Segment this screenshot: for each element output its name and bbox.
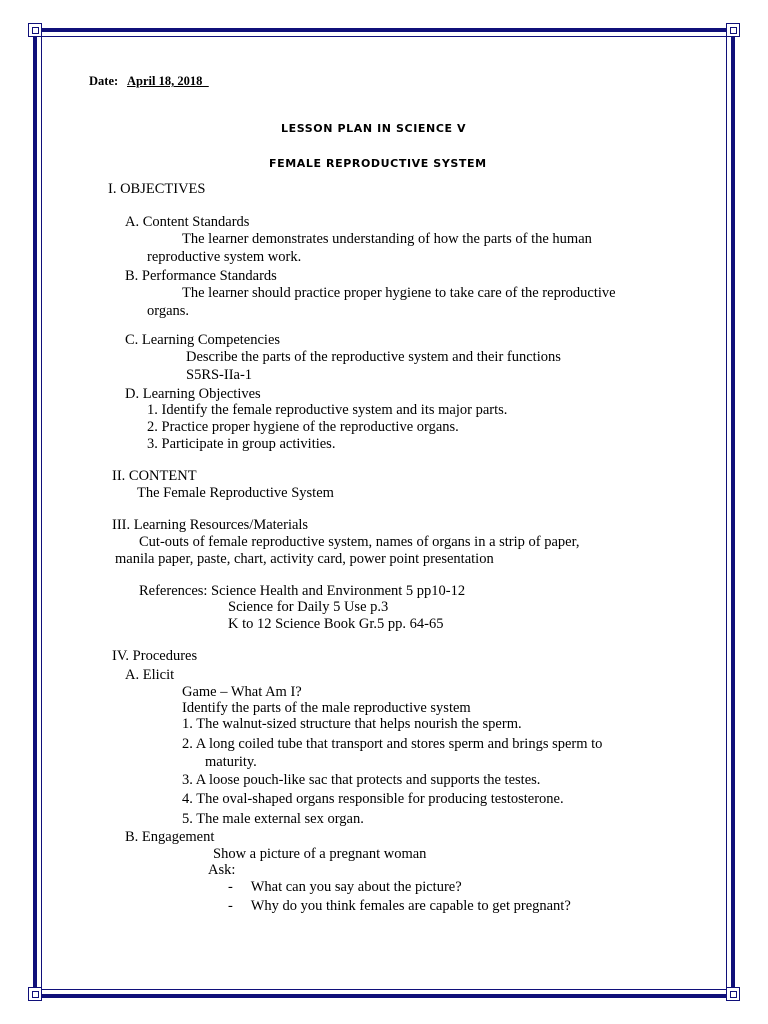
engagement-ask: Ask:	[208, 862, 236, 878]
content-standards-heading: A. Content Standards	[125, 214, 250, 230]
border-corner-bottom-left	[28, 987, 42, 1001]
page-title: LESSON PLAN IN SCIENCE V	[281, 122, 467, 135]
game-title: Game – What Am I?	[182, 684, 302, 700]
engagement-show: Show a picture of a pregnant woman	[213, 846, 427, 862]
engagement-heading: B. Engagement	[125, 829, 215, 845]
learning-objective-item: 2. Practice proper hygiene of the reproductive organs.	[147, 419, 459, 435]
learning-competencies-heading: C. Learning Competencies	[125, 332, 281, 348]
performance-standards-text-1: The learner should practice proper hygiene to take care of the reproductive	[182, 285, 616, 301]
elicit-item: 5. The male external sex organ.	[182, 811, 364, 827]
learning-objective-item: 3. Participate in group activities.	[147, 436, 336, 452]
elicit-item: 3. A loose pouch-like sac that protects and supports the testes.	[182, 772, 541, 788]
learning-competencies-code: S5RS-IIa-1	[186, 367, 253, 383]
resources-text-2: manila paper, paste, chart, activity card, power point presentation	[115, 551, 494, 567]
resources-text-1: Cut-outs of female reproductive system, names of organs in a strip of paper,	[139, 534, 580, 550]
elicit-item: 2. A long coiled tube that transport and stores sperm and brings sperm to	[182, 736, 603, 752]
border-corner-top-right	[726, 23, 740, 37]
learning-objective-item: 1. Identify the female reproductive system and its major parts.	[147, 402, 508, 418]
reference-2: Science for Daily 5 Use p.3	[228, 599, 389, 615]
resources-heading: III. Learning Resources/Materials	[112, 517, 309, 533]
engagement-question: - Why do you think females are capable to get pregnant?	[228, 898, 571, 914]
objectives-heading: I. OBJECTIVES	[108, 181, 206, 197]
engagement-question: - What can you say about the picture?	[228, 879, 462, 895]
reference-1: References: Science Health and Environment 5 pp10-12	[139, 583, 466, 599]
performance-standards-heading: B. Performance Standards	[125, 268, 277, 284]
elicit-item: 4. The oval-shaped organs responsible for producing testosterone.	[182, 791, 564, 807]
learning-objectives-heading: D. Learning Objectives	[125, 386, 261, 402]
performance-standards-text-2: organs.	[147, 303, 190, 319]
game-instruction: Identify the parts of the male reproductive system	[182, 700, 471, 716]
border-corner-bottom-right	[726, 987, 740, 1001]
date-label: Date:	[89, 74, 119, 88]
page-subtitle: FEMALE REPRODUCTIVE SYSTEM	[269, 157, 487, 170]
content-standards-text-2: reproductive system work.	[147, 249, 302, 265]
content-standards-text-1: The learner demonstrates understanding of how the parts of the human	[182, 231, 592, 247]
content-text: The Female Reproductive System	[137, 485, 334, 501]
border-corner-top-left	[28, 23, 42, 37]
reference-3: K to 12 Science Book Gr.5 pp. 64-65	[228, 616, 444, 632]
elicit-item: 1. The walnut-sized structure that helps nourish the sperm.	[182, 716, 522, 732]
learning-competencies-text-1: Describe the parts of the reproductive system and their functions	[186, 349, 561, 365]
elicit-heading: A. Elicit	[125, 667, 175, 683]
elicit-item-continuation: maturity.	[205, 754, 257, 770]
content-heading: II. CONTENT	[112, 468, 197, 484]
date-value: April 18, 2018_	[127, 74, 209, 88]
procedures-heading: IV. Procedures	[112, 648, 198, 664]
